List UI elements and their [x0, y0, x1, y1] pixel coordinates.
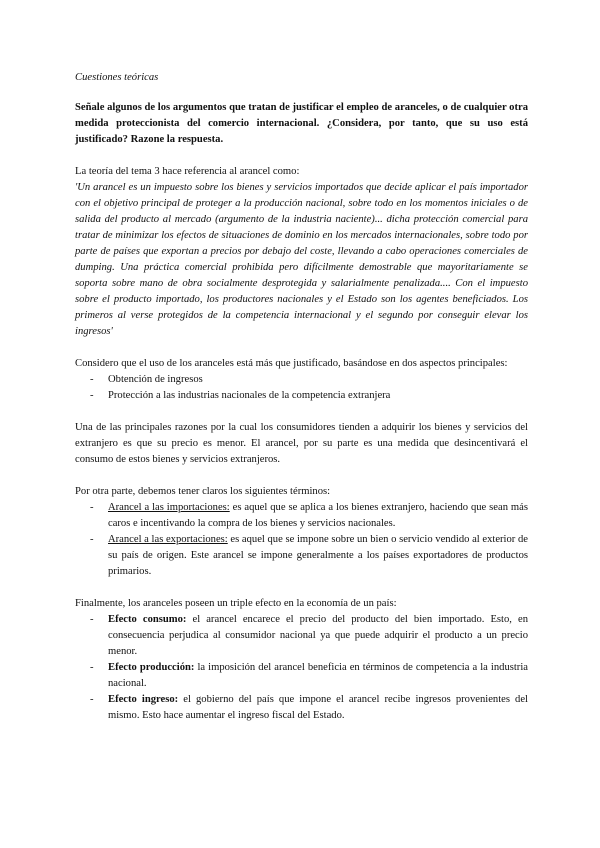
effects-block	[75, 596, 528, 724]
theory-block	[75, 164, 528, 340]
term-label: Arancel a las importaciones:	[108, 502, 230, 513]
section-label: Cuestiones teóricas	[75, 72, 159, 83]
effect-label: Efecto ingreso:	[108, 694, 179, 705]
reasons-text: Una de las principales razones por la cual los consumidores tienden a adquirir los bienes y servicios del extranjero es que su precio es menor. El arancel, por su parte es una medida que desincentivará el consumo de estos bienes y servicios extranjeros.	[75, 422, 528, 465]
term-text: es aquel que se aplica a los bienes extranjero, haciendo que sean más caros e incentivando la compra de los bienes y servicios nacionales.	[108, 502, 528, 529]
effects-list	[75, 612, 528, 724]
term-label: Arancel a las exportaciones:	[108, 534, 228, 545]
bullet-dash: -	[90, 374, 94, 385]
list-item	[75, 612, 528, 660]
terms-block	[75, 484, 528, 580]
document-page	[75, 70, 528, 740]
bullet-dash: -	[90, 534, 94, 545]
terms-intro: Por otra parte, debemos tener claros los siguientes términos:	[75, 486, 331, 497]
effect-label: Efecto consumo:	[108, 614, 187, 625]
list-item	[75, 532, 528, 580]
effects-intro: Finalmente, los aranceles poseen un triple efecto en la economía de un país:	[75, 598, 397, 609]
justification-block	[75, 356, 528, 404]
list-item	[75, 692, 528, 724]
list-item	[75, 660, 528, 692]
effect-label: Efecto producción:	[108, 662, 195, 673]
list-item: - Protección a las industrias nacionales de la competencia extranjera	[75, 388, 528, 404]
term-text: es aquel que se impone sobre un bien o servicio vendido al exterior de su país de origen. Este arancel se impone generalmente a los países exportadores de productos primarios.	[108, 534, 528, 577]
aspects-list	[75, 372, 528, 404]
considero-text: Considero que el uso de los aranceles está más que justificado, basándose en dos aspectos principales:	[75, 358, 508, 369]
bullet-dash: -	[90, 662, 94, 673]
reasons-block	[75, 420, 528, 468]
effect-text: el gobierno del país que impone el arancel recibe ingresos provenientes del mismo. Esto hace aumentar el ingreso fiscal del Estado.	[108, 694, 529, 721]
effect-text: el arancel encarece el precio del producto del bien importado. Esto, en consecuencia perjudica al consumidor nacional ya que puede adquirir el producto a un precio menor.	[108, 614, 529, 657]
bullet-dash: -	[90, 390, 94, 401]
bullet-dash: -	[90, 502, 94, 513]
list-item	[75, 500, 528, 532]
bullet-dash: -	[90, 694, 94, 705]
list-item: - Obtención de ingresos	[75, 372, 528, 388]
terms-list	[75, 500, 528, 580]
question-heading: Señale algunos de los argumentos que tratan de justificar el empleo de aranceles, o de cualquier otra medida proteccionista del comercio internacional. ¿Considera, por tanto, que su uso está justificado? Razone la respuesta.	[75, 102, 528, 145]
intro-text: La teoría del tema 3 hace referencia al arancel como:	[75, 166, 300, 177]
effect-text: la imposición del arancel beneficia en términos de competencia a la industria nacional.	[108, 662, 528, 689]
theory-quote: 'Un arancel es un impuesto sobre los bienes y servicios importados que decide aplicar el país importador con el objetivo principal de proteger a la producción nacional, sobre todo en los momentos iniciales o de salida del producto al mercado (argumento de la industria naciente)... dicha protección comercial para tratar de minimizar los efectos de situaciones de dominio en los mercados internacionales, sobre todo por parte de países que exportan a precios por debajo del coste, llevando a cabo operaciones comerciales de dumping. Una práctica comercial prohibida pero difícilmente demostrable que mayoritariamente se soporta sobre mano de obra socialmente desprotegida y salarialmente penalizada.... Con el impuesto sobre el producto importado, los productores nacionales y el Estado son los agentes beneficiados. Los primeros al verse protegidos de la competencia internacional y el segundo por conseguir elevar los ingresos'	[75, 182, 528, 337]
bullet-dash: -	[90, 614, 94, 625]
